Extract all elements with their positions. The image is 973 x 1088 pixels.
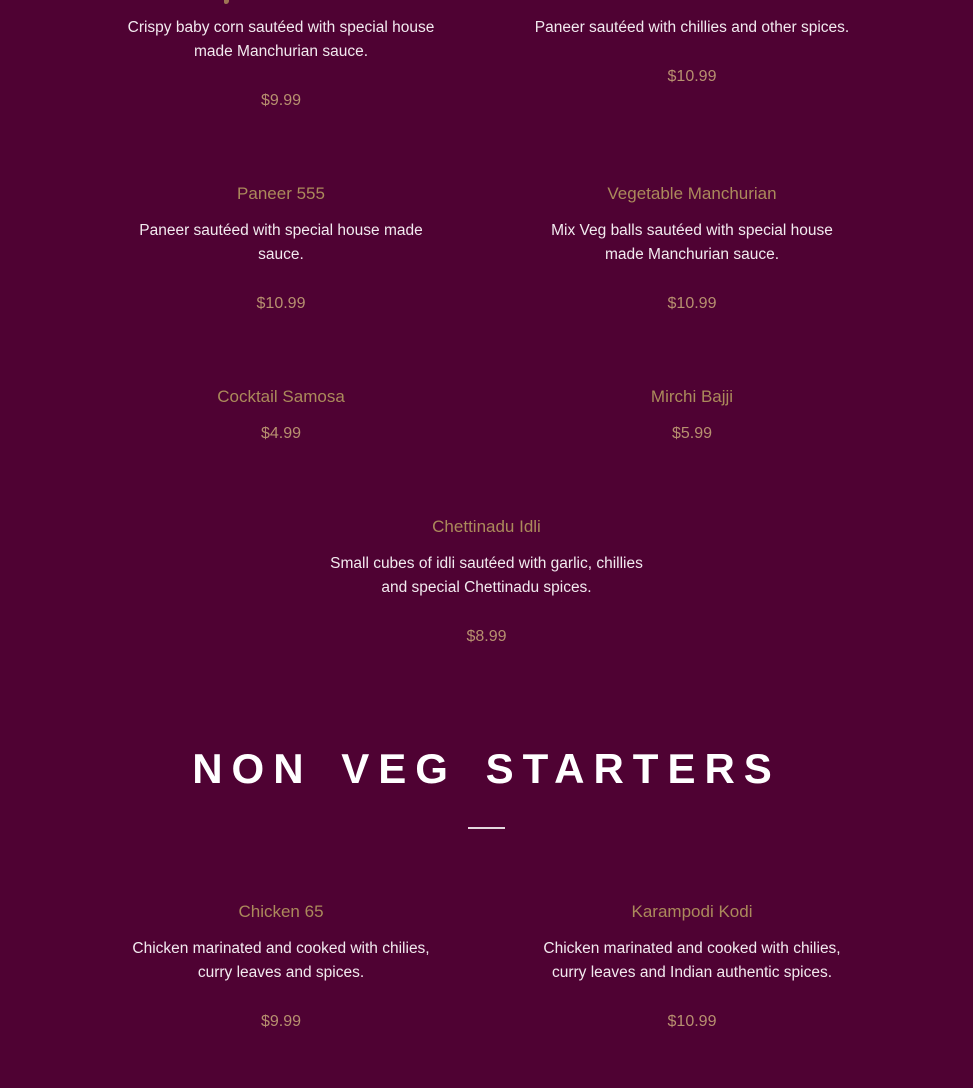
menu-item-title: Mirchi Bajji	[650, 387, 734, 406]
menu-item-price: $9.99	[260, 1013, 302, 1030]
menu-item-description	[76, 937, 487, 985]
menu-item-chicken-65	[76, 899, 487, 1034]
menu-item-karampodi-kodi	[487, 899, 898, 1034]
menu-item-chilli-paneer	[487, 16, 898, 113]
non-veg-starters-section	[76, 899, 898, 1034]
menu-row	[76, 899, 898, 1034]
menu-item-description	[487, 219, 898, 267]
menu-row	[76, 384, 898, 446]
menu-item-baby-corn	[76, 16, 487, 113]
menu-item-description	[76, 219, 487, 267]
menu-item-price: $10.99	[667, 295, 717, 312]
menu-item-cocktail-samosa	[76, 384, 487, 446]
menu-item-price: $10.99	[667, 1013, 717, 1030]
menu-item-title: Cocktail Samosa	[217, 387, 345, 406]
menu-item-price: $8.99	[466, 628, 507, 645]
description-line: Small cubes of idli sautéed with garlic, chillies	[330, 555, 643, 572]
menu-item-description	[487, 16, 898, 40]
menu-item-title: Vegetable Manchurian	[607, 184, 777, 203]
menu-item-chettinadu-idli	[76, 514, 898, 649]
menu-item-description	[76, 16, 487, 64]
description-line: made Manchurian sauce.	[193, 43, 369, 60]
description-line: Mix Veg balls sautéed with special house	[551, 222, 833, 239]
menu-content	[76, 0, 898, 1034]
menu-row	[76, 181, 898, 316]
section-divider	[468, 827, 505, 829]
non-veg-starters-header	[76, 743, 898, 829]
menu-item-description	[487, 937, 898, 985]
description-line: Chicken marinated and cooked with chilies,	[543, 940, 841, 957]
description-line: Crispy baby corn sautéed with special house	[127, 19, 435, 36]
menu-item-price: $10.99	[667, 68, 717, 85]
menu-item-title: Karampodi Kodi	[631, 902, 753, 921]
description-line: Paneer sautéed with chillies and other spices.	[534, 19, 850, 36]
menu-item-price: $5.99	[671, 425, 713, 442]
description-line: and special Chettinadu spices.	[381, 579, 592, 596]
menu-item-title: Chettinadu Idli	[432, 517, 541, 536]
menu-row	[76, 16, 898, 113]
description-line: made Manchurian sauce.	[604, 246, 780, 263]
menu-item-title: Paneer 555	[237, 184, 325, 203]
menu-item-price: $9.99	[260, 92, 302, 109]
description-line: curry leaves and spices.	[197, 964, 365, 981]
menu-item-price: $10.99	[256, 295, 306, 312]
menu-row	[76, 514, 898, 649]
menu-item-paneer-555	[76, 181, 487, 316]
description-line: Paneer sautéed with special house made	[139, 222, 423, 239]
description-line: Chicken marinated and cooked with chilies,	[132, 940, 430, 957]
menu-item-vegetable-manchurian	[487, 181, 898, 316]
menu-item-description	[76, 552, 898, 600]
section-heading: NON VEG STARTERS	[192, 745, 781, 792]
menu-item-mirchi-bajji	[487, 384, 898, 446]
veg-starters-section	[76, 16, 898, 649]
description-line: sauce.	[258, 246, 304, 263]
menu-item-title: Chicken 65	[238, 902, 324, 921]
menu-item-price: $4.99	[260, 425, 302, 442]
description-line: curry leaves and Indian authentic spices.	[551, 964, 833, 981]
